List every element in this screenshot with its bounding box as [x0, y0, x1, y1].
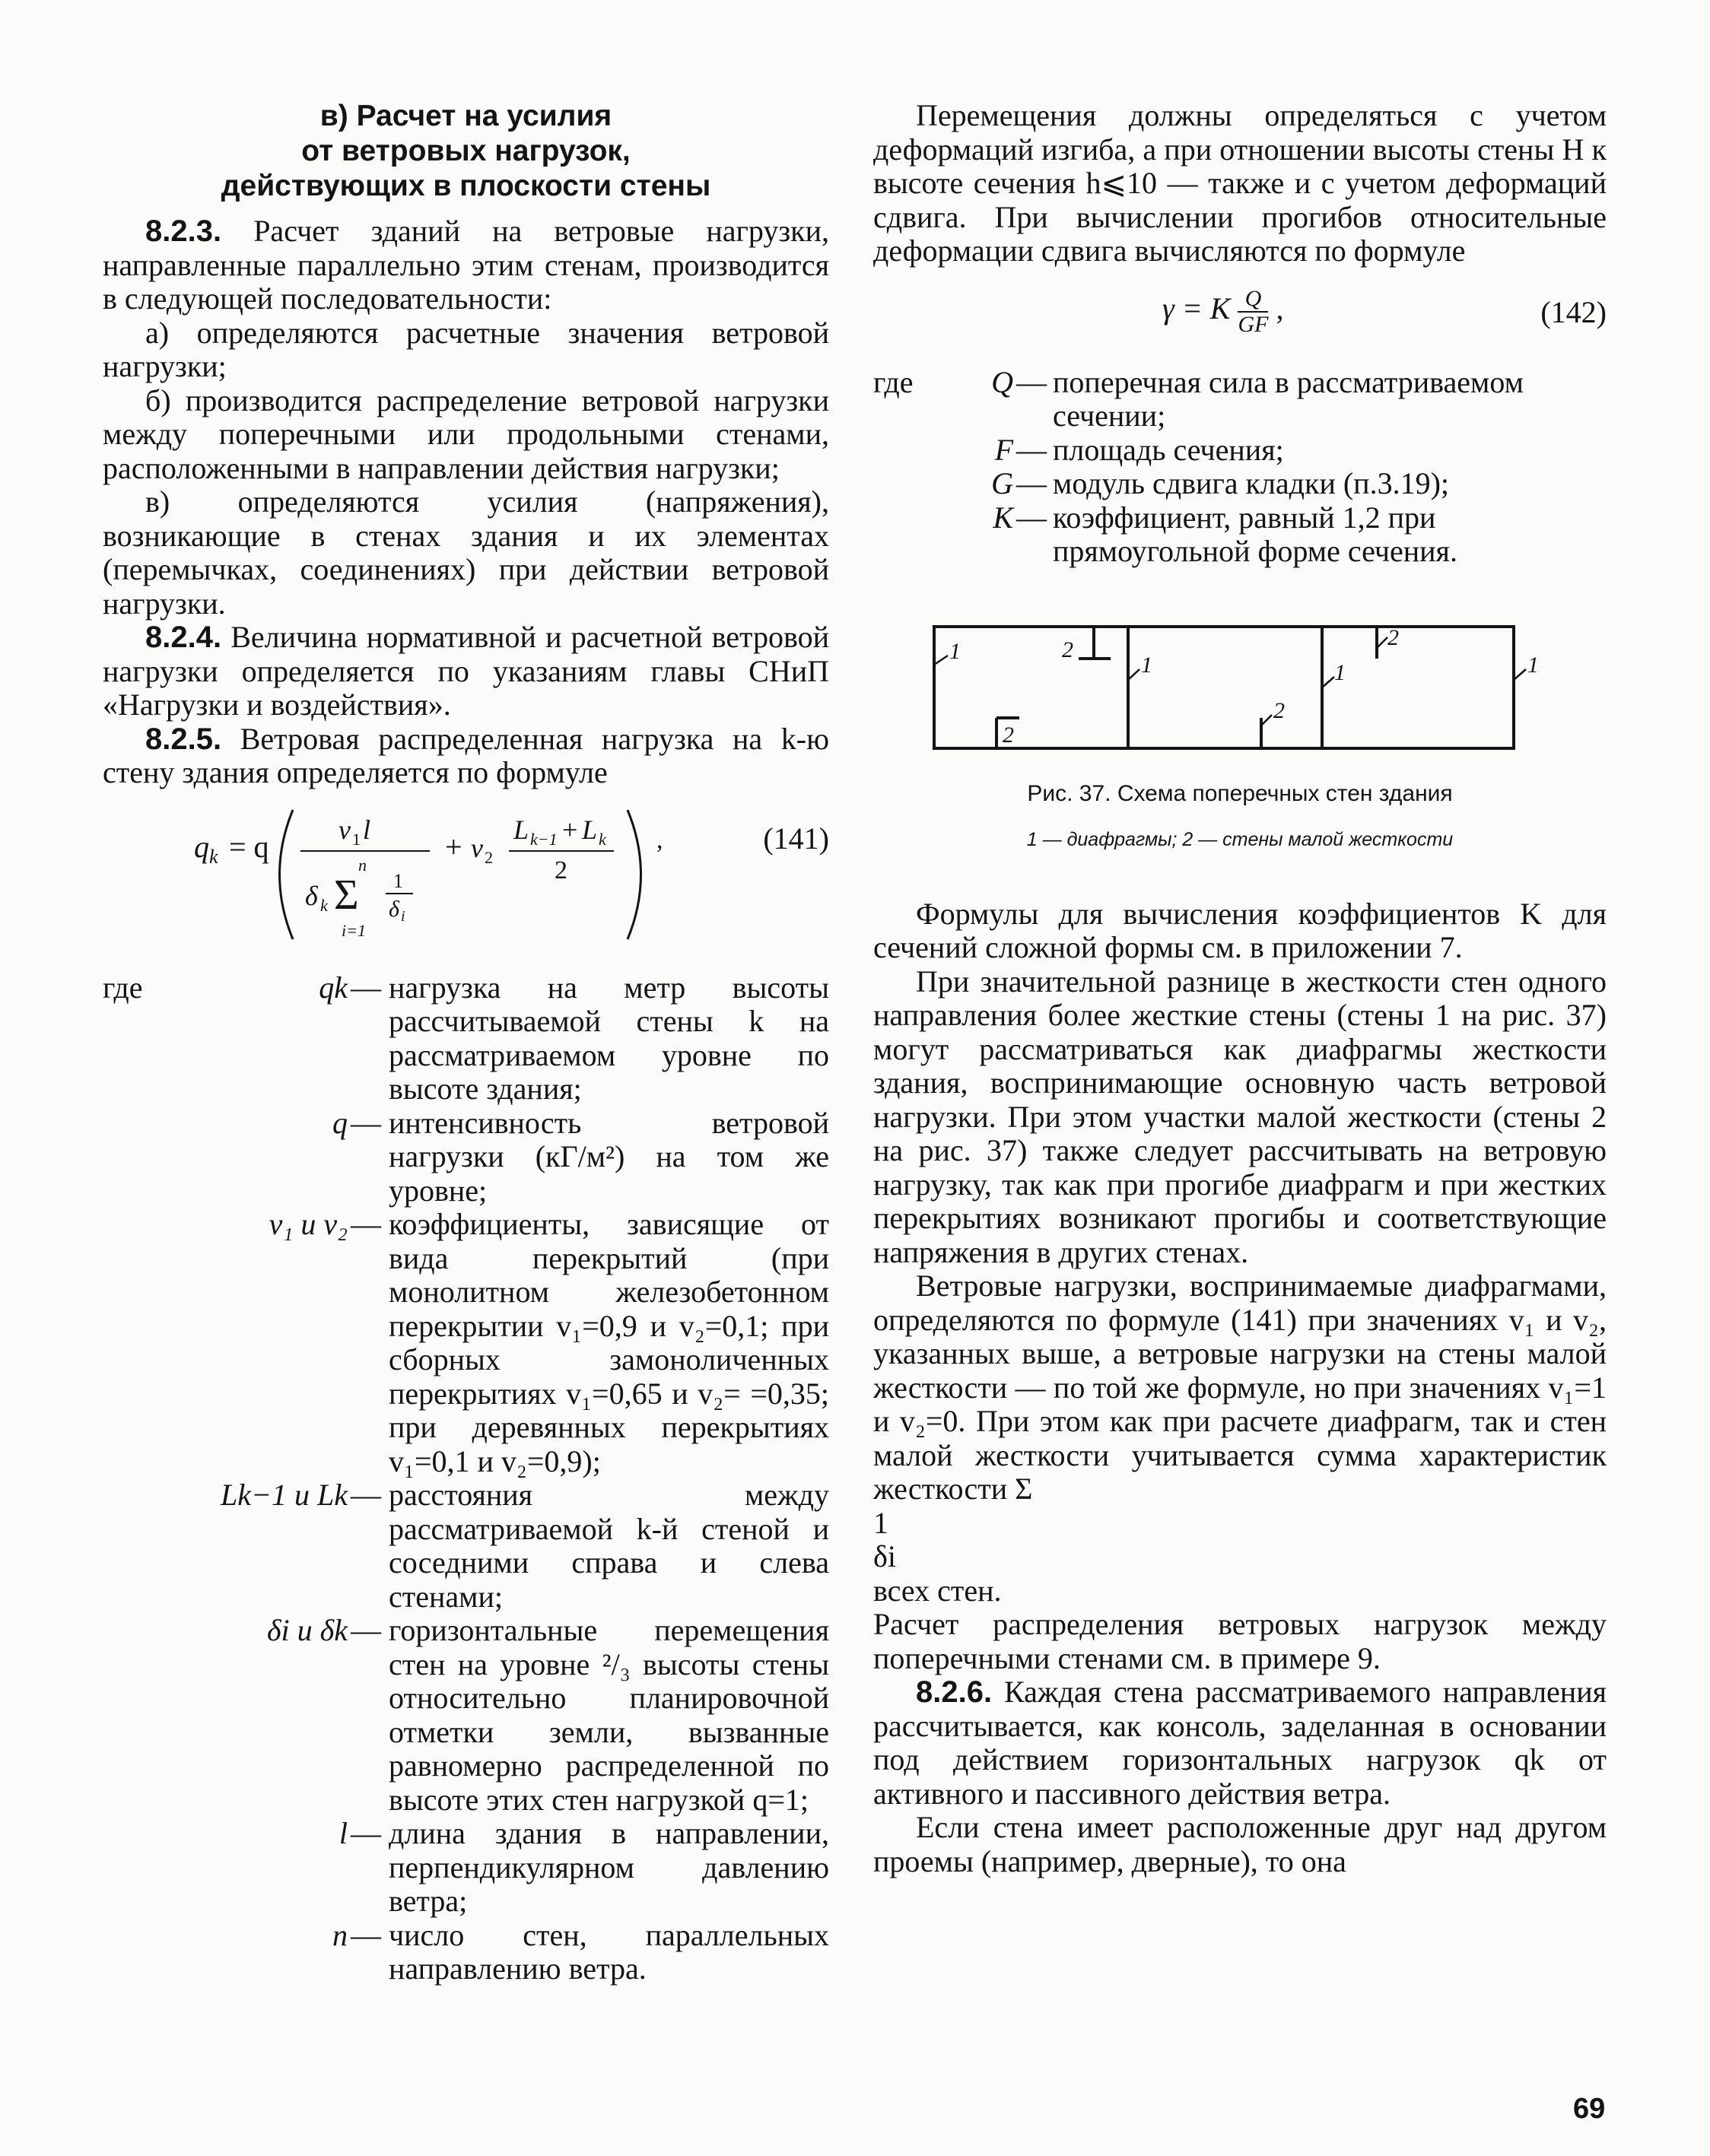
clause-number: 8.2.6.: [916, 1675, 993, 1709]
paragraph-formulas-k: Формулы для вычисления коэффициентов K для сечений сложной формы см. в приложении 7.: [873, 896, 1607, 964]
paragraph-text: Каждая стена рассматриваемого направления рассчитывается, как консоль, заделанная в основании под действием горизонтальных нагрузок qk от активного и пассивного действия ветра.: [873, 1675, 1607, 1811]
definition-row: [103, 1614, 829, 1817]
fig-label: 1: [949, 638, 961, 664]
formula-tail: ,: [1276, 291, 1284, 325]
clause-number: 8.2.3.: [145, 214, 222, 248]
svg-text:2: 2: [485, 847, 493, 867]
definitions-list: [103, 971, 829, 1986]
wall-scheme-diagram: [873, 611, 1607, 771]
dash: —: [1016, 500, 1047, 535]
definition-row: [103, 1817, 829, 1919]
definition-text: число стен, параллельных направлению ветра.: [389, 1917, 829, 1986]
dash: —: [1016, 466, 1047, 500]
definition-text: площадь сечения;: [1053, 432, 1284, 467]
fig-label: 2: [1387, 624, 1399, 650]
definition-symbol: F: [994, 432, 1013, 467]
svg-text:1: 1: [352, 829, 361, 849]
svg-text:L: L: [582, 814, 598, 845]
svg-text:k−1: k−1: [530, 829, 558, 849]
formula-142-body: [1162, 287, 1283, 337]
fig-label: 1: [1334, 659, 1346, 685]
heading-line: действующих в плоскости стены: [221, 170, 711, 202]
definition-text: расстояния между рассматриваемой k-й стеной и соседними справа и слева стенами;: [389, 1478, 829, 1614]
svg-text:n: n: [358, 855, 367, 875]
definition-symbol: q: [332, 1105, 348, 1140]
svg-text:i: i: [401, 907, 405, 925]
paragraph-8-2-3: [103, 214, 829, 316]
definition-text: коэффициент, равный 1,2 при прямоугольной форме сечения.: [1053, 500, 1457, 568]
svg-text:v: v: [471, 832, 483, 863]
clause-number: 8.2.5.: [145, 722, 222, 756]
paragraph-text: Расчет зданий на ветровые нагрузки, направленные параллельно этим стенам, производится в следующей последовательности:: [103, 214, 830, 316]
fig-label: 2: [1003, 722, 1014, 748]
list-item-c: в) определяются усилия (напряжения), возникающие в стенах здания и их элементах (перемычках, соединениях) при действии ветровой нагрузки.: [103, 484, 829, 621]
symbol-text: qk: [319, 970, 348, 1005]
left-column: [103, 99, 829, 1986]
fig-label: 1: [1141, 652, 1152, 678]
fig-label: 1: [1527, 652, 1539, 678]
paragraph-text: Ветровая распределенная нагрузка на k-ю стену здания определяется по формуле: [103, 721, 830, 789]
definition-symbol: l: [339, 1816, 348, 1850]
svg-text:q: q: [194, 829, 209, 864]
svg-text:1: 1: [393, 869, 403, 892]
paragraph-example: Расчет распределения ветровых нагрузок между поперечными стенами см. в примере 9.: [873, 1607, 1607, 1675]
paragraph-rigidity: При значительной разнице в жесткости стен одного направления более жесткие стены (стены 1 на рис. 37) могут рассматриваться как диафрагмы жесткости здания, воспринимающие основную часть ветровой нагрузки. При этом участки малой жесткости (стены 2 на рис. 37) также следует рассчитывать на ветровую нагрузку, так как при прогибе диафрагм и при жестких перекрытиях возникают прогибы и соответствующие напряжения в других стенах.: [873, 964, 1607, 1269]
figure-caption: Рис. 37. Схема поперечных стен здания: [1027, 780, 1453, 806]
fraction-denominator: GF: [1238, 311, 1269, 337]
list-item-a: а) определяются расчетные значения ветровой нагрузки;: [103, 315, 829, 383]
right-column: [873, 99, 1607, 1878]
dash: —: [351, 1478, 381, 1512]
paragraph-8-2-6: [873, 1675, 1607, 1811]
list-item-b: б) производится распределение ветровой нагрузки между поперечными или продольными стенами, расположенными в направлении действия нагрузки;: [103, 383, 829, 485]
svg-text:i=1: i=1: [342, 920, 366, 940]
formula-lhs: γ = K: [1162, 291, 1231, 325]
definition-text: горизонтальные перемещения стен на уровне ²/₃ высоты стены относительно планировочной отметки земли, вызванные равномерно распределенной по высоте этих стен нагрузкой q=1;: [389, 1613, 829, 1817]
svg-text:,: ,: [656, 825, 663, 854]
dash: —: [351, 1917, 381, 1952]
svg-text:Σ: Σ: [334, 871, 359, 919]
definitions-list-142: [873, 366, 1607, 569]
clause-number: 8.2.4.: [145, 621, 222, 654]
definition-row: [103, 1107, 829, 1208]
fraction-denominator: δi: [873, 1539, 896, 1573]
paragraph-8-2-4: [103, 621, 829, 722]
section-heading: [103, 99, 829, 204]
definition-symbol: δi и δk: [266, 1613, 348, 1647]
page-number: 69: [1573, 2093, 1606, 2125]
dash: —: [351, 1105, 381, 1140]
paragraph-8-2-5: [103, 722, 829, 790]
heading-line: в) Расчет на усилия: [319, 100, 612, 132]
definition-row: [103, 971, 829, 1107]
paragraph-displacements: Перемещения должны определяться с учетом деформаций изгиба, а при отношении высоты стены H к высоте сечения h⩽10 — также и с учетом деформаций сдвига. При вычислении прогибов относительные деформации сдвига вычисляются по формуле: [873, 98, 1607, 268]
svg-text:+: +: [445, 829, 462, 864]
definition-symbol: Q: [991, 364, 1013, 399]
paragraph-text: Величина нормативной и расчетной ветровой нагрузки определяется по указаниям главы СНиП «Нагрузки и воздействия».: [103, 620, 829, 722]
definition-text: коэффициенты, зависящие от вида перекрытий (при монолитном железобетонном перекрытии v₁=0,9 и v₂=0,1; при сборных замоноличенных перекрытиях v₁=0,65 и v₂= =0,35; при деревянных перекрытиях v₁=0,1 и v₂=0,9);: [389, 1207, 829, 1478]
dash: —: [351, 970, 381, 1005]
formula-141: [103, 802, 829, 954]
definition-text: поперечная сила в рассматриваемом сечении;: [1053, 364, 1524, 433]
svg-text:2: 2: [555, 856, 567, 884]
equation-number: (142): [1540, 294, 1607, 329]
definition-row: [873, 433, 1607, 468]
definition-text: модуль сдвига кладки (п.3.19);: [1053, 466, 1450, 500]
svg-text:k: k: [209, 845, 218, 868]
definition-text: интенсивность ветровой нагрузки (кГ/м²) на том же уровне;: [389, 1105, 829, 1208]
formula-fraction: [1238, 287, 1268, 337]
definition-symbol: v₁ и v₂: [269, 1207, 348, 1241]
fig-label: 2: [1062, 637, 1073, 662]
paragraph-text: всех стен.: [873, 1573, 1002, 1608]
definition-row: [873, 366, 1607, 433]
paragraph-wind-loads: [873, 1269, 1607, 1507]
dash: —: [1016, 364, 1047, 399]
definition-symbol: G: [991, 466, 1013, 500]
where-word: где: [103, 970, 143, 1005]
definition-text: нагрузка на метр высоты рассчитываемой стены k на рассматриваемом уровне по высоте здания;: [389, 970, 829, 1106]
figure-legend: 1 — диафрагмы; 2 — стены малой жесткости: [1026, 828, 1454, 850]
figure-37: [873, 611, 1607, 771]
formula-141-graphic: [194, 802, 803, 954]
fraction-numerator: 1: [873, 1505, 888, 1540]
definition-row: [873, 467, 1607, 501]
svg-text:δ: δ: [305, 880, 318, 911]
paragraph-text: Ветровые нагрузки, воспринимаемые диафрагмами, определяются по формуле (141) при значениях v₁ и v₂, указанных выше, а ветровые нагрузки на стены малой жесткости — по той же формуле, но при значениях v₁=1 и v₂=0. При этом как при расчете диафрагм, так и стен малой жесткости учитывается сумма характеристик жесткости: [873, 1269, 1607, 1506]
fig-label: 2: [1273, 697, 1285, 723]
svg-text:v: v: [339, 814, 351, 845]
where-word: где: [873, 364, 914, 399]
svg-text:k: k: [320, 895, 328, 915]
fraction-numerator: Q: [1238, 287, 1268, 313]
definition-symbol: [103, 971, 348, 1005]
svg-text:k: k: [599, 829, 606, 849]
svg-text:L: L: [513, 814, 529, 845]
paragraph-openings: Если стена имеет расположенные друг над другом проемы (например, дверные), то она: [873, 1810, 1607, 1878]
definition-row: [103, 1919, 829, 1986]
svg-text:= q: = q: [229, 829, 269, 864]
definition-row: [873, 501, 1607, 569]
dash: —: [351, 1207, 381, 1241]
equation-number: (141): [763, 821, 829, 856]
sum-symbol: Σ: [1015, 1472, 1033, 1506]
svg-text:δ: δ: [389, 896, 399, 922]
definition-symbol: n: [332, 1917, 348, 1952]
dash: —: [1016, 432, 1047, 467]
definition-row: [103, 1478, 829, 1614]
heading-line: от ветровых нагрузок,: [301, 135, 631, 167]
definition-text: длина здания в направлении, перпендикулярном давлению ветра;: [389, 1816, 829, 1918]
formula-142: [873, 281, 1607, 349]
svg-text:+: +: [562, 814, 578, 845]
dash: —: [351, 1613, 381, 1647]
definition-symbol: Lk−1 и Lk: [221, 1478, 348, 1512]
svg-text:l: l: [363, 814, 371, 845]
definition-row: [103, 1208, 829, 1478]
dash: —: [351, 1816, 381, 1850]
definition-symbol: K: [993, 500, 1013, 535]
